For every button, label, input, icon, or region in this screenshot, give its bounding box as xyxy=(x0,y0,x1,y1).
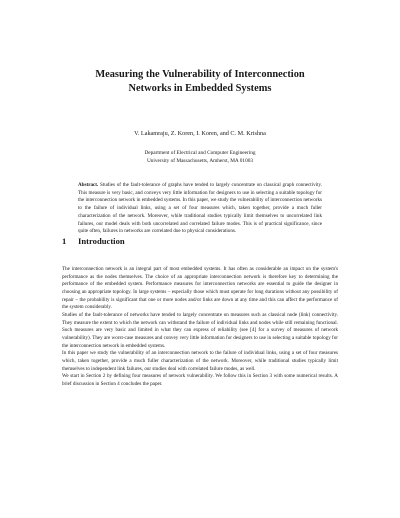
paragraph-4: We start in Section 2 by defining four measures of network vulnerability. We follow this in Section 3 with some numerical results. A brief discussion in Section 4 concludes the paper. xyxy=(62,373,338,387)
paragraph-2: Studies of the fault-tolerance of networks have tended to largely concentrate on measures such as classical node (link) connectivity. They measure the extent to which the network can withstand the failure of individual links and nodes while still remaining functional. Such measures are very basic and limited in what they can express of reliability (see [4] for a survey of measures of network vulnerability). They are worst-case measures and convey very little information for designers to use in selecting a suitable topology for the interconnection network in embedded systems. xyxy=(62,311,338,349)
abstract xyxy=(78,182,322,236)
section-number: 1 xyxy=(62,236,67,246)
paragraph-3: In this paper we study the vulnerability of an interconnection network to the failure of individual links, using a set of four measures which, taken together, provide a much fuller characterization of the network. Moreover, while traditional studies typically limit themselves to independent link failures, our studies deal with correlated failure modes, as well. xyxy=(62,350,338,372)
affiliation-university: University of Massachusetts, Amherst, MA 01003 xyxy=(146,157,254,164)
section-title: Introduction xyxy=(78,236,125,246)
section-heading-introduction xyxy=(62,236,125,246)
abstract-text: Studies of the fault-tolerance of graphs have tended to largely concentrate on classical graph connectivity. This measure is very basic, and conveys very little information for designers to use in selecting a suitable topology for the interconnection network in embedded systems. In this paper, we study the vulnerability of interconnection networks to the failure of individual links, using a set of four measures which, taken together, provide a much fuller characterization of the network. Moreover, while traditional studies typically limit themselves to uncorrelated link failures, our model deals with both uncorrelated and correlated failure modes. This is of practical significance, since quite often, failures in networks are correlated due to physical considerations. xyxy=(78,182,322,235)
affiliation xyxy=(60,150,340,165)
abstract-label: Abstract. xyxy=(78,182,99,188)
paragraph-1: The interconnection network is an integral part of most embedded systems. It has often as considerable an impact on the system's performance as the nodes themselves. The choice of an appropriate interconnection network is therefore key to determining the performance of the embedded system. Performance measures for interconnection networks are essential to guide the designer in choosing an appropriate topology. In large systems – especially those which must operate for long durations without any possibility of repair – the probability is significant that one or more nodes and/or links are down at any time and this can affect the performance of the system considerably. xyxy=(62,266,338,311)
title-line-1: Measuring the Vulnerability of Interconnection xyxy=(95,69,305,80)
introduction-body xyxy=(62,266,338,389)
paper-title xyxy=(60,68,340,96)
title-line-2: Networks in Embedded Systems xyxy=(128,83,272,94)
author-list: V. Lakamraju, Z. Koren, I. Koren, and C. M. Krishna xyxy=(134,130,266,137)
affiliation-department: Department of Electrical and Computer Engineering xyxy=(144,150,256,156)
